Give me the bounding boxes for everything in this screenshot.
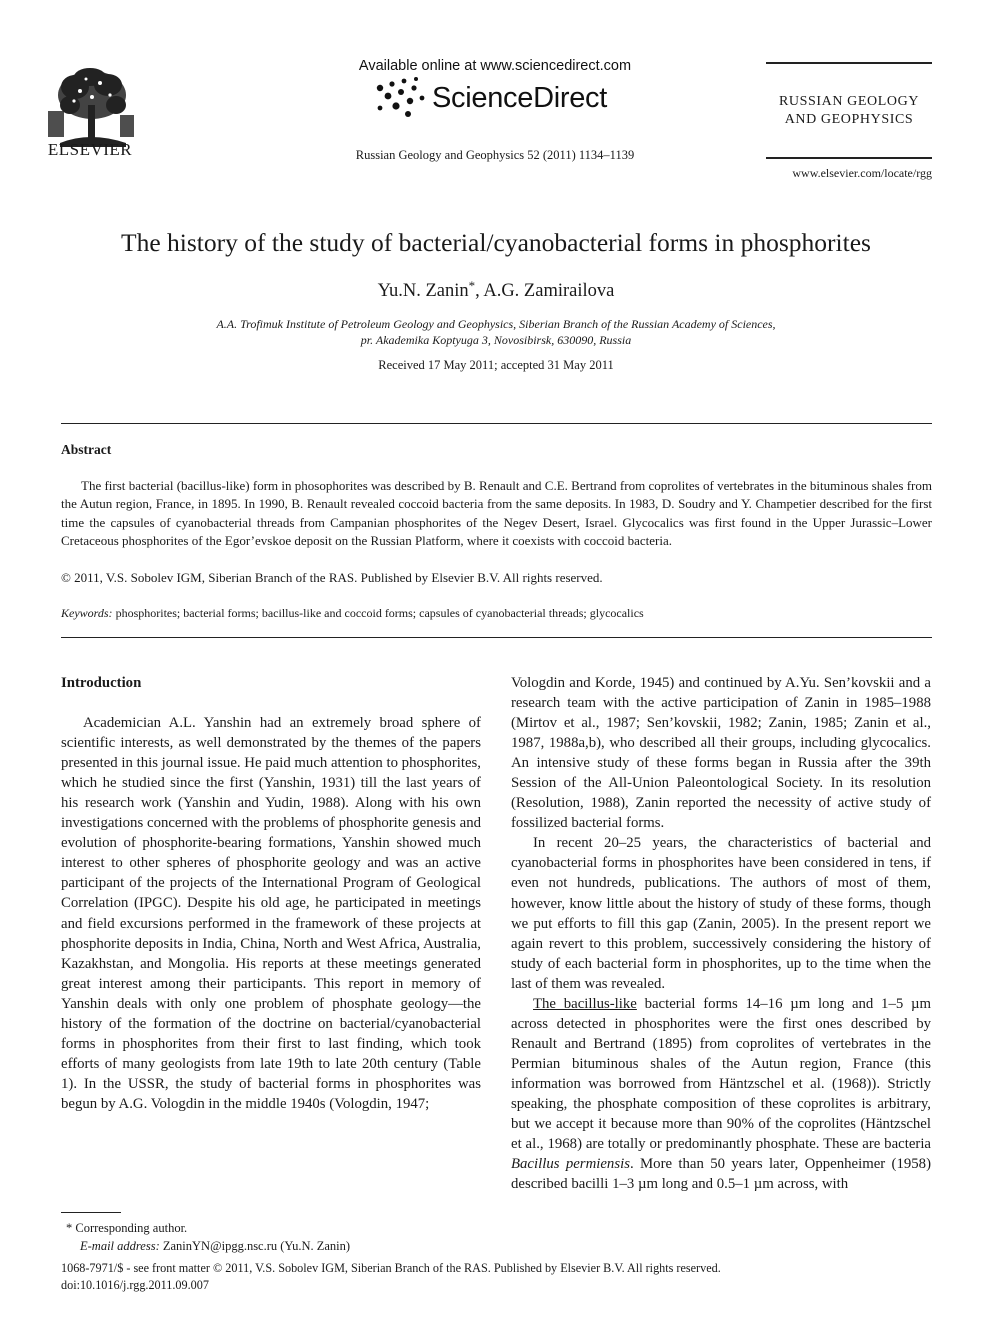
body-column-left — [61, 673, 481, 1114]
email-link[interactable]: ZaninYN@ipgg.nsc.ru (Yu.N. Zanin) — [159, 1239, 351, 1253]
underlined-term: The bacillus-like — [533, 995, 637, 1012]
abstract-heading: Abstract — [61, 442, 112, 457]
body-text: . More than 50 years later, Oppenheimer (1958) described bacilli 1–3 µm long and 0.5–1 µm across, with — [511, 1156, 932, 1193]
corresponding-author-mark[interactable]: * — [468, 278, 476, 293]
available-online-line[interactable]: Available online at www.sciencedirect.com — [358, 58, 632, 74]
doi-link[interactable]: doi:10.1016/j.rgg.2011.09.007 — [61, 1278, 209, 1292]
issn-line: 1068-7971/$ - see front matter © 2011, V.S. Sobolev IGM, Siberian Branch of the RAS. Published by Elsevier B.V. All rights reserved. — [61, 1261, 721, 1275]
email-label: E-mail address: — [80, 1239, 160, 1253]
author-zamirailova[interactable]: , A.G. Zamirailova — [475, 281, 615, 301]
author-list — [40, 278, 952, 302]
author-zanin[interactable]: Yu.N. Zanin — [377, 281, 469, 301]
body-paragraph: In recent 20–25 years, the characteristics of bacterial and cyanobacterial forms in phosphorites have been considered in tens, if even not hundreds, publications. The authors of most of them, however, know little about the history of study of these forms, though we put efforts to fill this gap (Zanin, 2005). In the present report we again revert to this problem, successively considering the history of study of each bacterial form in phosphorites, up to the time when the last of them was revealed. — [511, 835, 931, 992]
footnote-text: Corresponding author. — [72, 1221, 188, 1235]
sciencedirect-wordmark: ScienceDirect — [432, 82, 607, 114]
abstract-body: The first bacterial (bacillus-like) form in phosophorites was described by B. Renault and C.E. Bertrand from coprolites of vertebrates in the bituminous shales from the Autun region, France, in 1895. In 1990, B. Renault revealed coccoid bacteria from the same deposits. In 1983, D. Soudry and Y. Champetier described for the first time the capsules of cyanobacterial threads from Campanian phosphorites of the Negev Desert, Israel. Glycocalics was first found in the Upper Jurassic–Lower Cretaceous phosphorites of the Egor’evskoe deposit on the Russian Platform, where it coexists with coccoid bacteria. — [61, 478, 932, 549]
body-paragraph: Vologdin and Korde, 1945) and continued by A.Yu. Sen’kovskii and a research team with the active participation of Zanin in 1985–1988 (Mirtov et al., 1987; Sen’kovskii, 1982; Zanin, 1985; Zanin et al., 1987, 1988a,b), who described all their groups, including glycocalics. An intensive study of these forms began in Russia after the 39th Session of the All-Union Paleontological Society. In its resolution (Resolution, 1988), Zanin reported the necessity of active study of fossilized bacterial forms. — [511, 675, 931, 832]
abstract-rule-bottom — [61, 637, 932, 638]
footnote-rule — [61, 1212, 121, 1213]
keywords-list: phosphorites; bacterial forms; bacillus-like and coccoid forms; capsules of cyanobacterial threads; glycocalics — [112, 606, 644, 620]
email-note — [80, 1239, 350, 1254]
affiliation — [100, 316, 892, 348]
affiliation-line2: pr. Akademika Koptyuga 3, Novosibirsk, 630090, Russia — [360, 333, 632, 347]
body-paragraph — [511, 994, 931, 1194]
body-text: bacterial forms 14–16 µm long and 1–5 µm across detected in phosphorites were the first ones described by Renault and Bertrand (1895) from coprolites of vertebrates in the Permian bituminous shales of the Autun region, France (this information was borrowed from Häntzschel et al. (1968)). Strictly speaking, the phosphate composition of these coprolites is arbitrary, but we accept it because more than 90% of the coprolites (Häntzschel et al., 1968) are totally or predominantly phosphate. These are bacteria — [511, 995, 932, 1153]
corresponding-author-note — [66, 1221, 187, 1236]
abstract-copyright: © 2011, V.S. Sobolev IGM, Siberian Branch of the RAS. Published by Elsevier B.V. All rights reserved. — [61, 570, 603, 585]
introduction-heading: Introduction — [61, 675, 142, 691]
body-paragraph: Academician A.L. Yanshin had an extremely broad sphere of scientific interests, as well demonstrated by the themes of the papers presented in this journal issue. He paid much attention to phosphorites, which he studied since the first (Yanshin, 1931) till the last years of his research work (Yanshin and Yudin, 1988). Along with his own investigations concerned with the problems of phosphorite genesis and evolution of phosphorite-bearing formations, Yanshin showed much interest to other spheres of phosphorite geology and was an active participant of the projects of the International Program of Geological Correlation (IPGC). Despite his old age, he participated in meetings and field excursions performed in the framework of these projects at phosphorite deposits in India, China, North and West Africa, Australia, Kazakhstan, and Mongolia. His reports at these meetings generated great interest among their participants. This report in memory of Yanshin deals with only one problem of phosphate geology—the history of the formation of the doctrine on bacterial/cyanobacterial forms in phosphorites from their first to last finding, which took efforts of many geologists from late 19th to late 20th century (Table 1). In the USSR, the study of bacterial forms in phosphorites was begun by A.G. Vologdin in the middle 1940s (Vologdin, 1947; — [61, 715, 481, 1112]
body-column-right — [511, 673, 931, 1194]
abstract-rule-top — [61, 423, 932, 424]
footnote-mark: * — [66, 1221, 73, 1235]
affiliation-line1: A.A. Trofimuk Institute of Petroleum Geology and Geophysics, Siberian Branch of the Russian Academy of Sciences, — [216, 317, 776, 331]
journal-title — [766, 93, 932, 129]
journal-title-rule-top — [766, 62, 932, 64]
article-title: The history of the study of bacterial/cyanobacterial forms in phosphorites — [121, 228, 871, 257]
keywords — [61, 606, 932, 621]
journal-url-link[interactable]: www.elsevier.com/locate/rgg — [792, 166, 932, 180]
species-name: Bacillus permiensis — [511, 1156, 630, 1173]
received-dates: Received 17 May 2011; accepted 31 May 2011 — [378, 358, 614, 372]
keywords-label: Keywords: — [61, 606, 113, 620]
elsevier-wordmark: ELSEVIER — [47, 140, 133, 159]
journal-title-line2: AND GEOPHYSICS — [784, 112, 914, 127]
journal-title-rule-bottom — [766, 157, 932, 159]
journal-title-line1: RUSSIAN GEOLOGY — [778, 94, 920, 109]
journal-citation: Russian Geology and Geophysics 52 (2011) 1134–1139 — [355, 148, 635, 162]
